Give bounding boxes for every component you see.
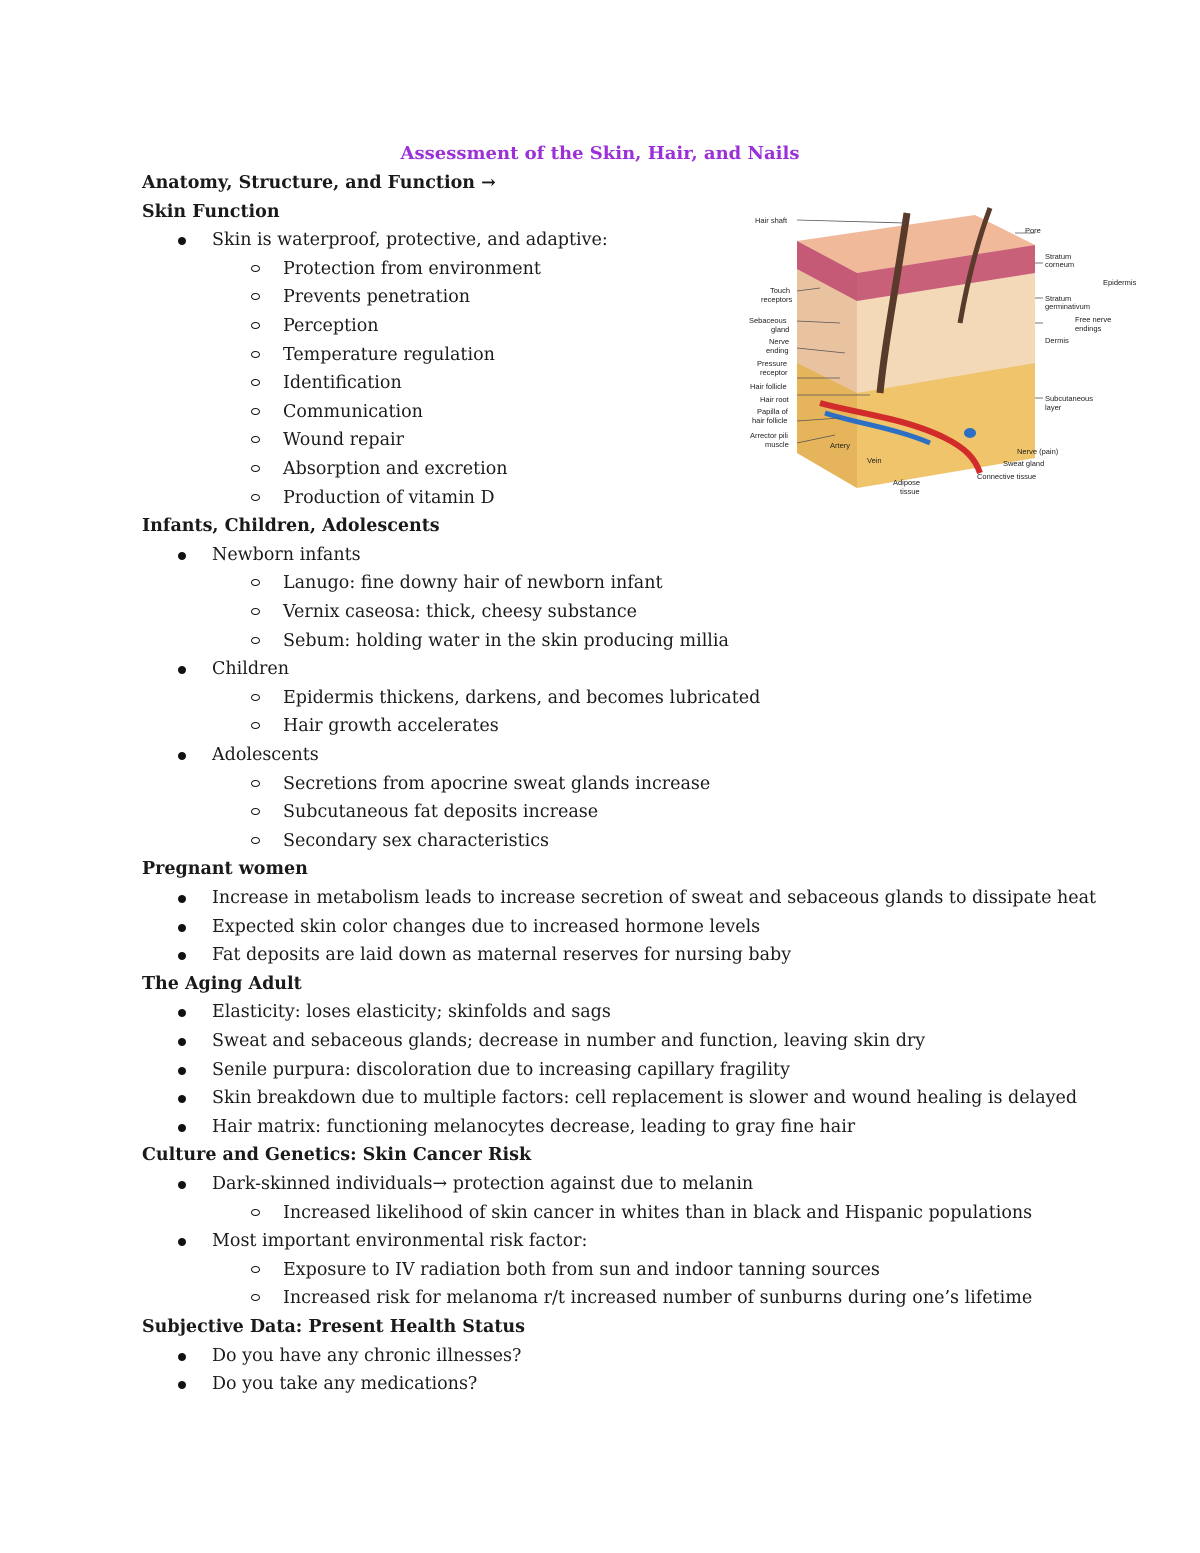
label-vein: Vein (867, 456, 882, 465)
bullet-icon (178, 952, 186, 960)
bullet-icon (178, 666, 186, 674)
bullet-item (212, 1230, 587, 1252)
line-text: Pregnant women (142, 859, 308, 880)
sub-bullet-item (283, 801, 598, 823)
bullet-item (212, 1173, 753, 1195)
label-artery: Artery (830, 441, 851, 450)
sub-bullet-item (283, 372, 402, 394)
circle-bullet-icon (251, 694, 260, 701)
label-stratum: Stratum (1045, 252, 1072, 261)
line-text: Most important environmental risk factor: (212, 1231, 588, 1252)
label-hair-shaft: Hair shaft (755, 216, 788, 225)
line-text: Protection from environment (283, 258, 541, 279)
line-text: Skin Function (142, 201, 280, 222)
bullet-icon (178, 237, 186, 245)
sub-bullet-item (283, 315, 379, 337)
line-text: The Aging Adult (142, 973, 302, 994)
sub-bullet-item (283, 630, 729, 652)
line-text: Elasticity: loses elasticity; skinfolds and sags (212, 1002, 611, 1023)
circle-bullet-icon (251, 1294, 260, 1301)
section-heading (142, 201, 280, 223)
line-text: Newborn infants (212, 544, 361, 565)
bullet-item (212, 1087, 1077, 1109)
circle-bullet-icon (251, 579, 260, 586)
sub-bullet-item (283, 1202, 1032, 1224)
section-heading (142, 1316, 525, 1338)
sub-bullet-item (283, 715, 499, 737)
label-ending: ending (766, 346, 789, 355)
line-text: Production of vitamin D (283, 487, 495, 508)
circle-bullet-icon (251, 808, 260, 815)
circle-bullet-icon (251, 637, 260, 644)
section-heading (142, 172, 496, 194)
circle-bullet-icon (251, 379, 260, 386)
bullet-item (212, 1345, 521, 1367)
label-papilla: Papilla of (757, 407, 788, 416)
line-text: Perception (283, 316, 379, 336)
bullet-icon (178, 1353, 186, 1361)
section-heading (142, 858, 308, 880)
bullet-item (212, 1373, 477, 1395)
line-text: Infants, Children, Adolescents (142, 516, 440, 537)
line-text: Subjective Data: Present Health Status (142, 1317, 526, 1337)
label-subcutaneous: Subcutaneous (1045, 394, 1093, 403)
circle-bullet-icon (251, 608, 260, 615)
bullet-item (212, 658, 289, 680)
sub-bullet-item (283, 1287, 1032, 1309)
label-tissue: tissue (900, 487, 920, 496)
circle-bullet-icon (251, 494, 260, 501)
sub-bullet-item (283, 401, 423, 423)
line-text: Dark-skinned individuals→ protection against due to melanin (212, 1174, 754, 1194)
bullet-icon (178, 924, 186, 932)
bullet-icon (178, 1238, 186, 1246)
line-text: Epidermis thickens, darkens, and becomes lubricated (283, 687, 761, 708)
line-text: Vernix caseosa: thick, cheesy substance (283, 602, 638, 622)
bullet-icon (178, 752, 186, 760)
line-text: Anatomy, Structure, and Function → (142, 173, 496, 193)
line-text: Children (212, 659, 290, 680)
circle-bullet-icon (251, 722, 260, 729)
circle-bullet-icon (251, 436, 260, 443)
label-epidermis: Epidermis (1103, 278, 1137, 287)
line-text: Temperature regulation (283, 344, 495, 365)
label-touch: Touch (770, 286, 791, 295)
bullet-item (212, 1116, 855, 1138)
line-text: Skin is waterproof, protective, and adaptive: (212, 230, 608, 251)
sub-bullet-item (283, 773, 710, 795)
sub-bullet-item (283, 286, 470, 308)
circle-bullet-icon (251, 293, 260, 300)
bullet-item (212, 744, 319, 766)
line-text: Identification (283, 373, 402, 394)
label-layer: layer (1045, 403, 1062, 412)
sub-bullet-item (283, 344, 495, 366)
line-text: Secondary sex characteristics (283, 830, 550, 851)
line-text: Increase in metabolism leads to increase secretion of sweat and sebaceous glands to dissipate heat (212, 888, 1097, 908)
line-text: Increased risk for melanoma r/t increased number of sunburns during one’s lifetime (283, 1288, 1033, 1309)
line-text: Expected skin color changes due to increased hormone levels (212, 916, 761, 937)
label-hair-follicle: Hair follicle (750, 382, 787, 391)
line-text: Hair growth accelerates (283, 716, 499, 737)
bullet-icon (178, 1381, 186, 1389)
circle-bullet-icon (251, 1209, 260, 1216)
circle-bullet-icon (251, 837, 260, 844)
label-muscle: muscle (765, 440, 789, 449)
label-receptor: receptor (760, 368, 788, 377)
sub-bullet-item (283, 687, 760, 709)
sub-bullet-item (283, 1259, 880, 1281)
circle-bullet-icon (251, 322, 260, 329)
bullet-item (212, 1001, 611, 1023)
line-text: Communication (283, 401, 423, 422)
bullet-item (212, 887, 1096, 909)
label-hair-root: Hair root (760, 395, 789, 404)
line-text: Senile purpura: discoloration due to increasing capillary fragility (212, 1059, 790, 1080)
label-pressure: Pressure (757, 359, 788, 368)
bullet-item (212, 544, 361, 566)
label-sebaceous: Sebaceous (749, 316, 787, 325)
label-receptors: receptors (761, 295, 793, 304)
line-text: Skin breakdown due to multiple factors: cell replacement is slower and wound healing is delayed (212, 1088, 1078, 1109)
circle-bullet-icon (251, 408, 260, 415)
sub-bullet-item (283, 572, 663, 594)
label-corneum: corneum (1045, 260, 1075, 269)
sub-bullet-item (283, 830, 549, 852)
line-text: Hair matrix: functioning melanocytes decrease, leading to gray fine hair (212, 1116, 856, 1137)
line-text: Prevents penetration (283, 287, 471, 308)
line-text: Do you have any chronic illnesses? (212, 1345, 522, 1366)
circle-bullet-icon (251, 465, 260, 472)
label-sweat-gland: Sweat gland (1003, 459, 1045, 468)
bullet-icon (178, 895, 186, 903)
circle-bullet-icon (251, 265, 260, 272)
page-title: Assessment of the Skin, Hair, and Nails (400, 143, 800, 164)
line-text: Subcutaneous fat deposits increase (283, 802, 599, 823)
label-papilla-2: hair follicle (752, 416, 788, 425)
bullet-item (212, 916, 760, 938)
circle-bullet-icon (251, 780, 260, 787)
line-text: Culture and Genetics: Skin Cancer Risk (142, 1145, 532, 1166)
bullet-item (212, 1030, 925, 1052)
label-germinativum: germinativum (1045, 302, 1091, 311)
bullet-icon (178, 1038, 186, 1046)
sub-bullet-item (283, 258, 541, 280)
circle-bullet-icon (251, 1266, 260, 1273)
label-pore: Pore (1025, 226, 1041, 235)
line-text: Exposure to IV radiation both from sun and indoor tanning sources (283, 1259, 880, 1280)
skin-anatomy-diagram (745, 203, 1150, 503)
bullet-icon (178, 1124, 186, 1132)
line-text: Fat deposits are laid down as maternal reserves for nursing baby (212, 945, 792, 966)
bullet-icon (178, 552, 186, 560)
label-nerve-pain: Nerve (pain) (1017, 447, 1059, 456)
label-free-nerve: Free nerve (1075, 315, 1112, 324)
sub-bullet-item (283, 429, 404, 451)
line-text: Sweat and sebaceous glands; decrease in number and function, leaving skin dry (212, 1031, 926, 1051)
line-text: Lanugo: fine downy hair of newborn infant (283, 573, 663, 594)
section-heading (142, 1144, 531, 1166)
line-text: Secretions from apocrine sweat glands increase (283, 773, 711, 794)
bullet-icon (178, 1009, 186, 1017)
bullet-icon (178, 1095, 186, 1103)
label-gland: gland (771, 325, 790, 334)
bullet-item (212, 944, 791, 966)
label-nerve: Nerve (769, 337, 790, 346)
line-text: Do you take any medications? (212, 1374, 478, 1395)
label-arrector: Arrector pili (750, 431, 788, 440)
label-endings: endings (1075, 324, 1102, 333)
bullet-icon (178, 1181, 186, 1189)
line-text: Adolescents (212, 745, 319, 765)
section-heading (142, 515, 440, 537)
line-text: Wound repair (283, 430, 404, 451)
circle-bullet-icon (251, 351, 260, 358)
sub-bullet-item (283, 487, 495, 509)
bullet-item (212, 1059, 790, 1081)
label-adipose: Adipose (893, 478, 921, 487)
line-text: Absorption and excretion (283, 459, 508, 479)
line-text: Increased likelihood of skin cancer in whites than in black and Hispanic populations (283, 1202, 1033, 1223)
bullet-icon (178, 1067, 186, 1075)
label-connective-tissue: Connective tissue (977, 472, 1037, 481)
line-text: Sebum: holding water in the skin producing millia (283, 630, 729, 651)
label-stratum-2: Stratum (1045, 294, 1072, 303)
bullet-item (212, 229, 608, 251)
section-heading (142, 973, 302, 995)
sub-bullet-item (283, 458, 508, 480)
label-dermis: Dermis (1045, 336, 1069, 345)
sub-bullet-item (283, 601, 637, 623)
